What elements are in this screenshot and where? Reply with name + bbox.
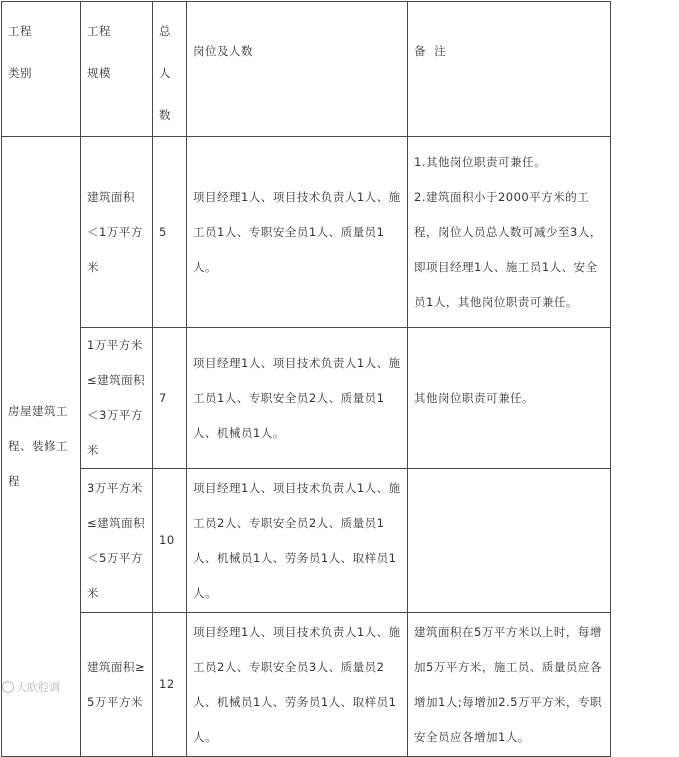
scale-text: 建筑面积≥5万平方米 — [87, 659, 146, 709]
total-cell — [153, 137, 187, 328]
watermark-text: 大欧腔调 — [16, 681, 60, 694]
staffing-table — [1, 1, 611, 757]
header-col2-line1: 工程 — [87, 24, 111, 38]
total-cell — [153, 469, 187, 613]
header-col1-line1: 工程 — [8, 24, 32, 38]
total-cell — [153, 328, 187, 469]
positions-cell — [187, 328, 408, 469]
total-text: 12 — [159, 677, 175, 691]
scale-text: 3万平方米≤建筑面积＜5万平方米 — [87, 480, 146, 600]
table-row — [2, 613, 611, 757]
positions-text: 项目经理1人、项目技术负责人1人、施工员2人、专职安全员2人、质量员1人、机械员1人、劳务员1人、取样员1人。 — [193, 480, 401, 600]
total-text: 7 — [159, 390, 167, 405]
positions-cell — [187, 137, 408, 328]
scale-cell — [81, 137, 153, 328]
header-notes — [408, 2, 611, 137]
notes-cell — [408, 137, 611, 328]
note-text: 1.其他岗位职责可兼任。 — [414, 154, 546, 169]
scale-text: 建筑面积＜1万平方米 — [87, 189, 143, 274]
positions-text: 项目经理1人、项目技术负责人1人、施工员1人、专职安全员2人、质量员1人、机械员1人。 — [193, 355, 401, 440]
header-col4-text: 岗位及人数 — [193, 44, 253, 58]
header-col5-text: 备 注 — [414, 44, 447, 58]
table-row — [2, 328, 611, 469]
positions-text: 项目经理1人、项目技术负责人1人、施工员2人、专职安全员3人、质量员2人、机械员1人、劳务员1人、取样员1人。 — [193, 624, 401, 744]
notes-cell — [408, 613, 611, 757]
scale-cell — [81, 328, 153, 469]
positions-text: 项目经理1人、项目技术负责人1人、施工员1人、专职安全员1人、质量员1人。 — [193, 189, 401, 274]
scale-text: 1万平方米≤建筑面积＜3万平方米 — [87, 338, 146, 457]
note-text: 2.建筑面积小于2000平方米的工程，岗位人员总人数可减少至3人，即项目经理1人、施工员1人、安全员1人，其他岗位职责可兼任。 — [414, 189, 602, 309]
table-header-row — [2, 2, 611, 137]
category-text: 房屋建筑工程、装修工程 — [8, 404, 68, 488]
total-text: 10 — [159, 533, 175, 547]
total-text: 5 — [159, 224, 167, 239]
header-project-category — [2, 2, 81, 137]
header-positions — [187, 2, 408, 137]
header-col2-line2: 规模 — [87, 66, 111, 80]
watermark — [2, 679, 60, 695]
note-text: 建筑面积在5万平方米以上时，每增加5万平方米，施工员、质量员应各增加1人;每增加2.5万平方米，专职安全员应各增加1人。 — [414, 624, 602, 744]
header-project-scale — [81, 2, 153, 137]
notes-cell — [408, 469, 611, 613]
note-text: 其他岗位职责可兼任。 — [414, 390, 534, 405]
watermark-logo-icon — [2, 681, 14, 693]
scale-cell — [81, 469, 153, 613]
header-col1-line2: 类别 — [8, 66, 32, 80]
scale-cell — [81, 613, 153, 757]
table-row — [2, 137, 611, 328]
header-total-count — [153, 2, 187, 137]
header-col3-line1: 总 — [159, 24, 171, 38]
notes-cell — [408, 328, 611, 469]
header-col3-line2: 人数 — [159, 66, 171, 122]
positions-cell — [187, 613, 408, 757]
category-cell — [2, 137, 81, 757]
table-row — [2, 469, 611, 613]
positions-cell — [187, 469, 408, 613]
total-cell — [153, 613, 187, 757]
